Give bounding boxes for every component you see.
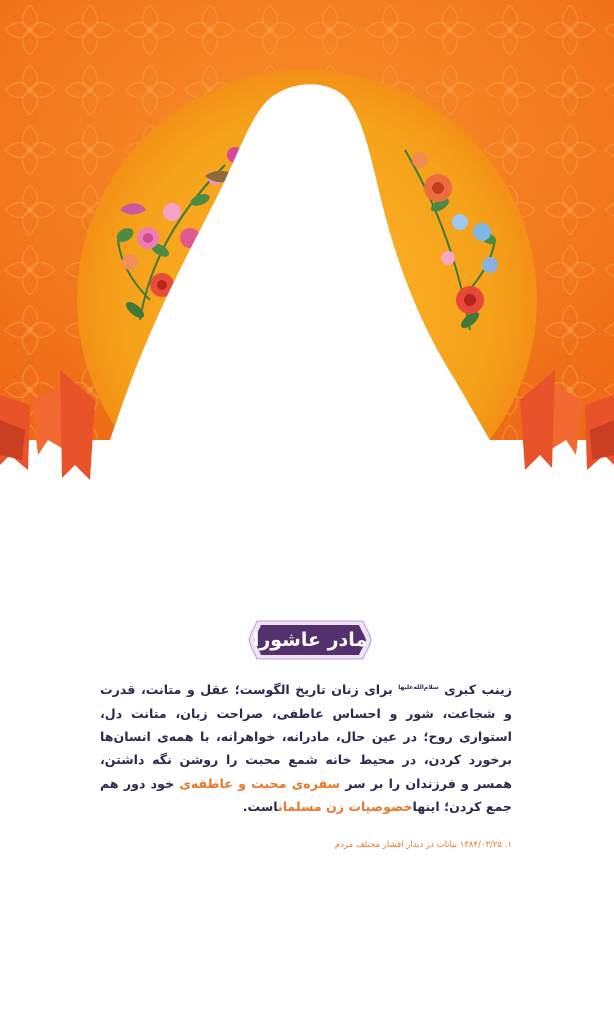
text-segment: برای زنان تاریخ الگوست؛ عقل و متانت، قدرت و شجاعت، شور و احساس عاطفی، صراحت زبان، متانت دل، استواری روح؛ در عین حال، مادرانه، خواهرانه، با همه‌ی انسان‌ها برخورد کردن، در محیط خانه شمع محبت را روشن نگه داشتن، همسر و فرزندان را بر سر bbox=[100, 682, 512, 791]
page-title: مادر عاشورا bbox=[252, 629, 368, 651]
header-artwork bbox=[0, 0, 614, 500]
text-segment: خود دور هم جمع کردن؛ اینها bbox=[100, 775, 512, 815]
text-segment: زینب کبری bbox=[444, 682, 512, 698]
text-segment: است. bbox=[242, 799, 278, 815]
honorific-calligraphy: سلام‌الله‌علیها bbox=[398, 684, 439, 691]
highlight-text: سفره‌ی محبت و عاطفه‌ی bbox=[179, 775, 341, 791]
title-badge bbox=[247, 619, 373, 661]
footnote: ۱. ۱۳۸۴/۰۳/۲۵ بیانات در دیدار اقشار مختلف مردم bbox=[334, 840, 512, 850]
quote-paragraph bbox=[100, 676, 512, 819]
highlight-text: خصوصیات زن مسلمان bbox=[277, 799, 413, 815]
